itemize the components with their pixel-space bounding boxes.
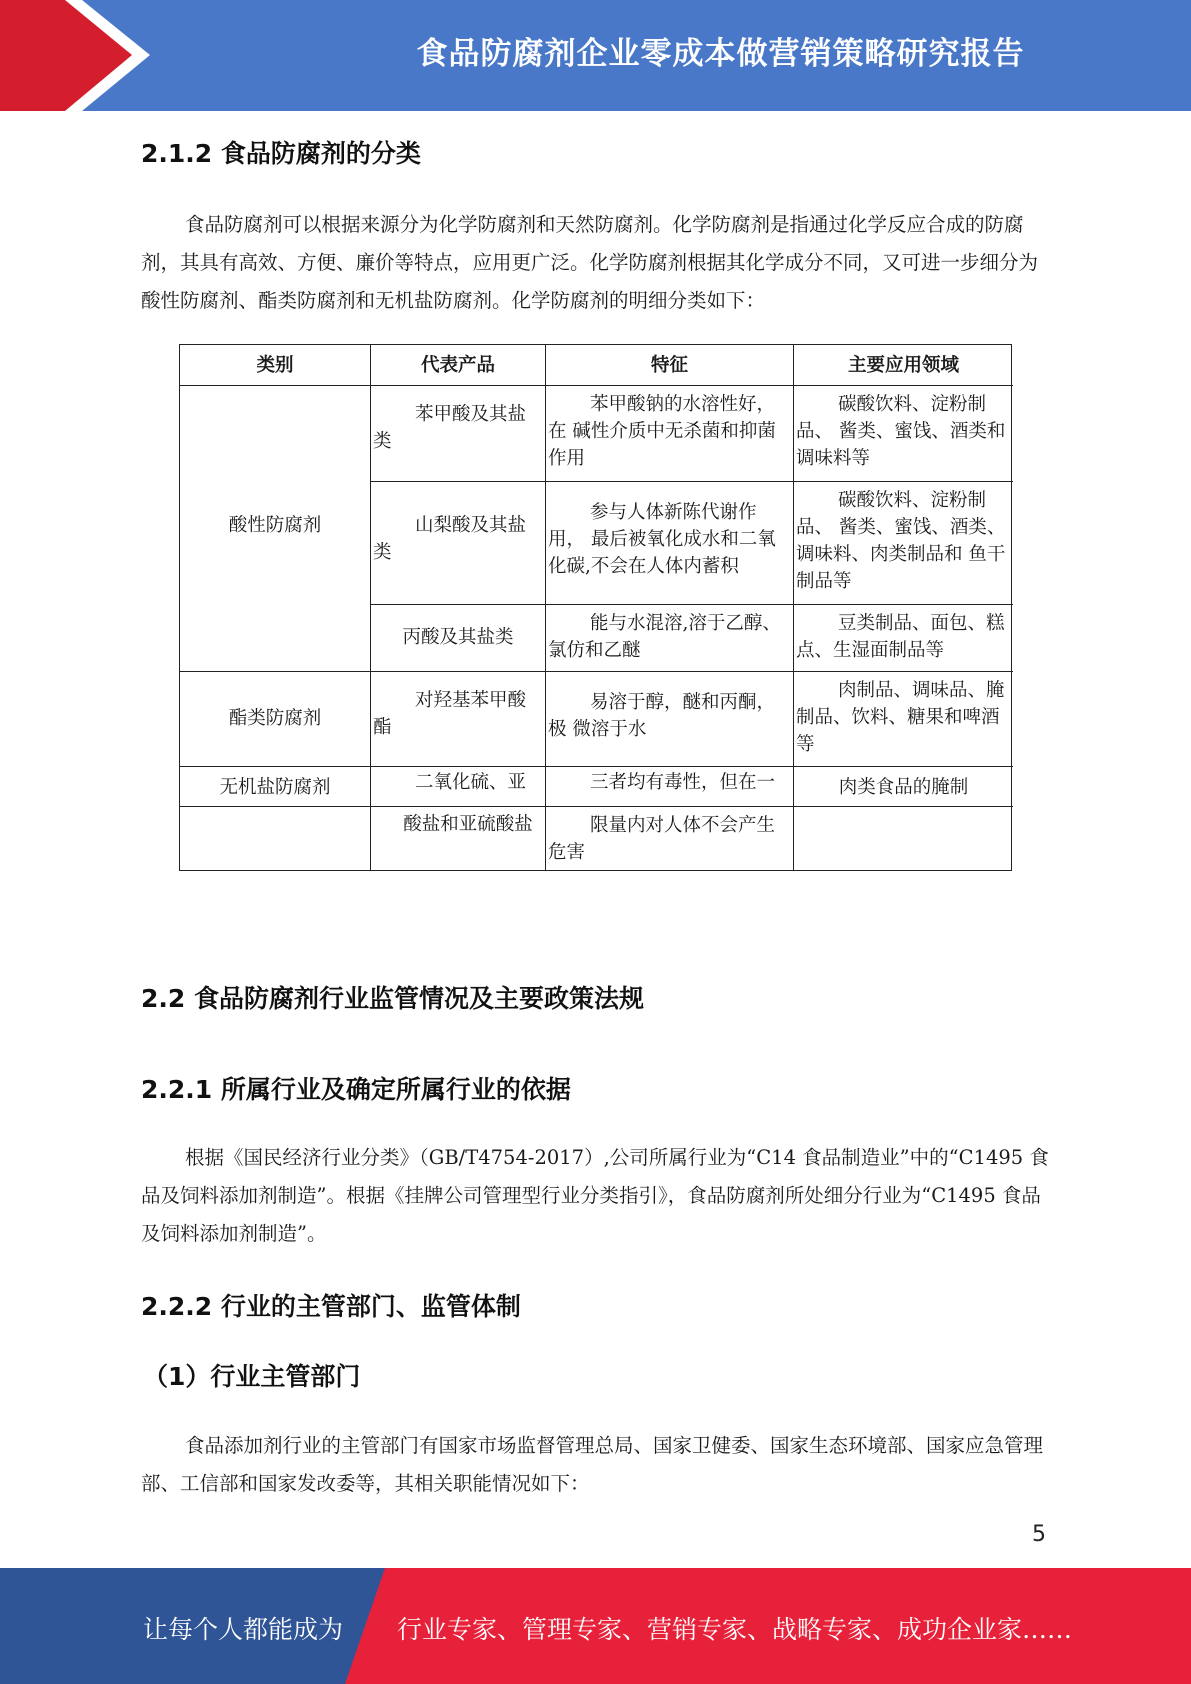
table-cell-application: 肉类食品的腌制 [794, 767, 1013, 807]
table-header-cell: 主要应用领域 [794, 345, 1013, 386]
section-heading-2-2: 2.2 食品防腐剂行业监管情况及主要政策法规 [141, 984, 644, 1013]
table-cell-application: 碳酸饮料、淀粉制品、 酱类、蜜饯、酒类和 调味料等 [794, 386, 1013, 482]
page-header [0, 0, 1191, 111]
table-cell-feature: 苯甲酸钠的水溶性好，在 碱性介质中无杀菌和抑菌作用 [546, 386, 794, 482]
table-cell-application: 碳酸饮料、淀粉制品、 酱类、蜜饯、酒类、 调味料、肉类制品和 鱼干制品等 [794, 482, 1013, 605]
table-header-cell: 代表产品 [371, 345, 546, 386]
section-heading-2-2-1: 2.2.1 所属行业及确定所属行业的依据 [141, 1075, 571, 1104]
table-cell-product: 山梨酸及其盐类 [371, 482, 546, 605]
table-cell-feature: 易溶于醇，醚和丙酮，极 微溶于水 [546, 672, 794, 767]
regulators-paragraph: 食品添加剂行业的主管部门有国家市场监督管理总局、国家卫健委、国家生态环境部、国家应急管理部、工信部和国家发改委等，其相关职能情况如下： [141, 1434, 1044, 1495]
page-footer [0, 1568, 1191, 1684]
section-2-2-1-paragraph: 根据《国民经济行业分类》（GB/T4754-2017）,公司所属行业为“C14 食品制造业”中的“C1495 食品及饲料添加剂制造”。根据《挂牌公司管理型行业分类指引》，食品防腐剂所处细分行业为“C1495 食品及饲料添加剂制造”。 [141, 1146, 1049, 1245]
footer-slogan-right: 行业专家、管理专家、营销专家、战略专家、成功企业家…… [397, 1615, 1073, 1644]
table-cell-application [794, 807, 1013, 871]
table-cell-feature: 参与人体新陈代谢作用， 最后被氧化成水和二氧 化碳,不会在人体内蓄积 [546, 482, 794, 605]
table-cell-empty [180, 807, 371, 871]
table-header-cell: 类别 [180, 345, 371, 386]
table-cell-product: 苯甲酸及其盐类 [371, 386, 546, 482]
footer-slogan-left: 让每个人都能成为 [143, 1615, 344, 1644]
table-cell-application: 豆类制品、面包、糕 点、生湿面制品等 [794, 605, 1013, 672]
section-heading-2-2-2: 2.2.2 行业的主管部门、监管体制 [141, 1292, 521, 1321]
report-title: 食品防腐剂企业零成本做营销策略研究报告 [416, 36, 1025, 72]
section-heading-2-1-2: 2.1.2 食品防腐剂的分类 [141, 139, 421, 168]
section-2-1-2-paragraph: 食品防腐剂可以根据来源分为化学防腐剂和天然防腐剂。化学防腐剂是指通过化学反应合成的防腐剂，其具有高效、方便、廉价等特点，应用更广泛。化学防腐剂根据其化学成分不同，又可进一步细分为酸性防腐剂、酯类防腐剂和无机盐防腐剂。化学防腐剂的明细分类如下： [141, 213, 1039, 312]
table-cell-application: 肉制品、调味品、腌 制品、饮料、糖果和啤酒等 [794, 672, 1013, 767]
table-cell-feature: 限量内对人体不会产生危害 [546, 807, 794, 871]
table-cell-feature: 三者均有毒性，但在一 [546, 767, 794, 807]
table-header-cell: 特征 [546, 345, 794, 386]
table-cell-product: 对羟基苯甲酸酯 [371, 672, 546, 767]
table-group-cell-acid: 酸性防腐剂 [180, 386, 371, 672]
table-cell-feature: 能与水混溶,溶于乙醇、氯仿和乙醚 [546, 605, 794, 672]
table-cell-product: 丙酸及其盐类 [371, 605, 546, 672]
subsection-heading-regulators: （1）行业主管部门 [143, 1362, 361, 1391]
table-group-cell-ester: 酯类防腐剂 [180, 672, 371, 767]
preservative-classification-table [179, 344, 1012, 871]
table-cell-product: 二氧化硫、亚 [371, 767, 546, 807]
table-cell-product: 酸盐和亚硫酸盐 [371, 807, 546, 871]
page-number: 5 [1032, 1522, 1046, 1547]
table-group-cell-inorganic: 无机盐防腐剂 [180, 767, 371, 807]
